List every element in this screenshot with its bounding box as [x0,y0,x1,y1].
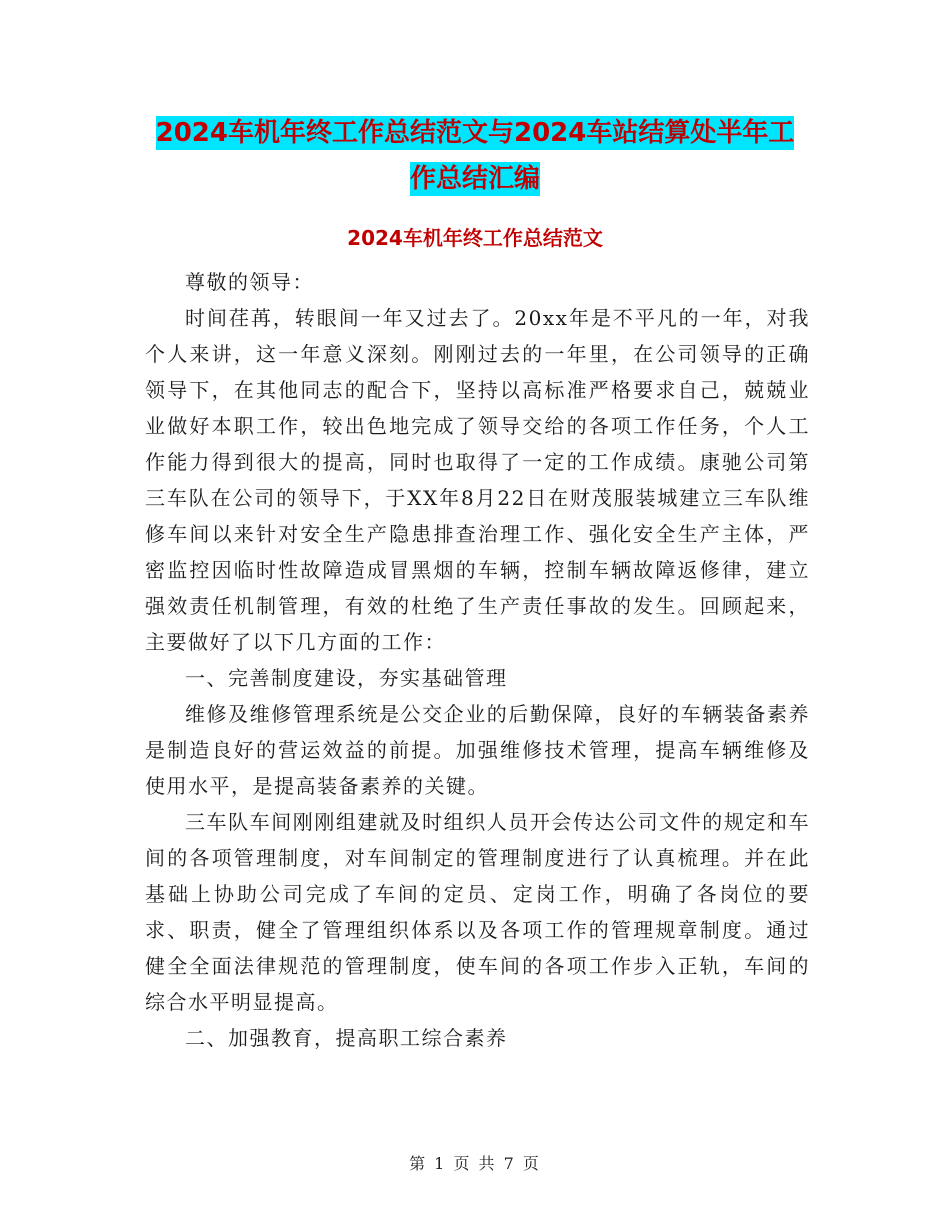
paragraph-intro: 时间荏苒，转眼间一年又过去了。20xx年是不平凡的一年，对我个人来讲，这一年意义深刻。刚刚过去的一年里，在公司领导的正确领导下，在其他同志的配合下，坚持以高标准严格要求自己，兢兢业业做好本职工作，较出色地完成了领导交给的各项工作任务，个人工作能力得到很大的提高，同时也取得了一定的工作成绩。康驰公司第三车队在公司的领导下，于XX年8月22日在财茂服装城建立三车队维修车间以来针对安全生产隐患排查治理工作、强化安全生产主体，严密监控因临时性故障造成冒黑烟的车辆，控制车辆故障返修律，建立强效责任机制管理，有效的杜绝了生产责任事故的发生。回顾起来，主要做好了以下几方面的工作： [145,306,810,654]
heading-one: 一、完善制度建设，夯实基础管理 [185,666,508,690]
document-title-line2: 作总结汇编 [409,164,540,194]
section-title: 2024车机年终工作总结范文 [347,226,603,250]
document-title [0,110,950,202]
heading-two: 二、加强教育，提高职工综合素养 [185,1026,508,1050]
page-footer: 第 1 页 共 7 页 [409,1154,541,1173]
document-title-line1: 2024车机年终工作总结范文与2024车站结算处半年工 [155,118,795,148]
paragraph-maintenance: 维修及维修管理系统是公交企业的后勤保障，良好的车辆装备素养是制造良好的营运效益的前提。加强维修技术管理，提高车辆维修及使用水平，是提高装备素养的关键。 [145,702,810,798]
document-body [145,264,810,1056]
salutation: 尊敬的领导： [185,270,314,294]
paragraph-workshop: 三车队车间刚刚组建就及时组织人员开会传达公司文件的规定和车间的各项管理制度，对车间制定的管理制度进行了认真梳理。并在此基础上协助公司完成了车间的定员、定岗工作，明确了各岗位的要求、职责，健全了管理组织体系以及各项工作的管理规章制度。通过健全全面法律规范的管理制度，使车间的各项工作步入正轨，车间的综合水平明显提高。 [145,810,810,1014]
